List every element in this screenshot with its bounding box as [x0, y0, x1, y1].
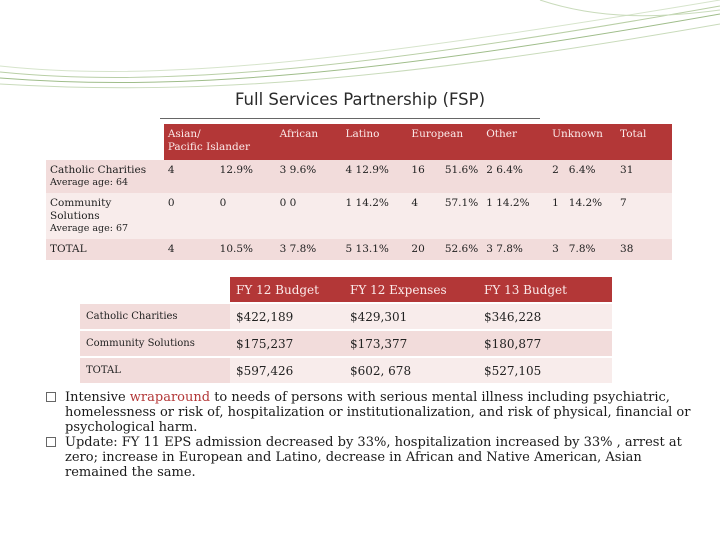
decorative-swoosh: [0, 0, 720, 90]
header-latino: Latino: [342, 124, 408, 160]
cell-african: 3 7.8%: [276, 239, 342, 260]
cell-latino: 5 13.1%: [342, 239, 408, 260]
cell-unknown: [548, 239, 616, 260]
cell-european: [407, 160, 482, 193]
cell-fy13-budget: $346,228: [478, 303, 612, 330]
demographics-header-row: [46, 124, 672, 160]
cell-fy12-expenses: $429,301: [344, 303, 478, 330]
bullet-highlight: wraparound: [129, 390, 211, 405]
cell-asian-count: 0: [164, 193, 216, 239]
header-blank: [46, 124, 164, 160]
bullet-box-icon: [46, 392, 56, 402]
budget-header-row: [80, 277, 612, 303]
cell-fy12-expenses: $602, 678: [344, 357, 478, 383]
title-underline: [160, 118, 540, 119]
header-european: European: [407, 124, 482, 160]
cell-unknown: [548, 160, 616, 193]
row-name: Catholic Charities: [50, 164, 147, 176]
table-row: [80, 330, 612, 357]
bullet-list: [46, 390, 696, 480]
header-other: Other: [482, 124, 548, 160]
cell-asian-count: 4: [164, 239, 216, 260]
table-row: [46, 160, 672, 193]
header-asian: [164, 124, 276, 160]
cell-latino: 1 14.2%: [342, 193, 408, 239]
cell-fy12-budget: $597,426: [230, 357, 344, 383]
cell-african: 3 9.6%: [276, 160, 342, 193]
cell-total: 38: [616, 239, 672, 260]
page-title: Full Services Partnership (FSP): [234, 90, 486, 109]
cell-unknown-pct: 6.4%: [568, 164, 596, 176]
table-row: [80, 357, 612, 383]
row-label: [46, 193, 164, 239]
cell-european-pct: 57.1%: [444, 197, 479, 209]
bullet-box-icon: [46, 437, 56, 447]
budget-row-name: TOTAL: [80, 357, 230, 383]
budget-table: [80, 277, 612, 383]
header-fy12-expenses: FY 12 Expenses: [344, 277, 478, 303]
header-fy12-budget: FY 12 Budget: [230, 277, 344, 303]
header-fy13-budget: FY 13 Budget: [478, 277, 612, 303]
budget-header-blank: [80, 277, 230, 303]
cell-other: 3 7.8%: [482, 239, 548, 260]
cell-asian-pct: 0: [216, 193, 276, 239]
cell-european-count: 20: [411, 243, 425, 256]
cell-asian-pct: 12.9%: [216, 160, 276, 193]
cell-fy12-budget: $175,237: [230, 330, 344, 357]
cell-total: 7: [616, 193, 672, 239]
bullet-text: to needs of persons with serious mental illness including psychiatric, homelessness or risk of, hospitalization or institutionalization, and risk of physical, financial or psychological harm.: [65, 390, 691, 435]
header-unknown: Unknown: [548, 124, 616, 160]
cell-asian-pct: 10.5%: [216, 239, 276, 260]
cell-unknown: [548, 193, 616, 239]
cell-european-count: 16: [411, 164, 425, 176]
cell-fy13-budget: $180,877: [478, 330, 612, 357]
budget-row-name: Catholic Charities: [80, 303, 230, 330]
table-row: [80, 303, 612, 330]
budget-row-name: Community Solutions: [80, 330, 230, 357]
cell-fy13-budget: $527,105: [478, 357, 612, 383]
row-subtitle: Average age: 64: [50, 177, 129, 189]
header-total: Total: [616, 124, 672, 160]
header-african: African: [276, 124, 342, 160]
row-subtitle: Average age: 67: [50, 223, 129, 235]
cell-african: 0 0: [276, 193, 342, 239]
cell-other: 2 6.4%: [482, 160, 548, 193]
cell-european: [407, 239, 482, 260]
cell-fy12-expenses: $173,377: [344, 330, 478, 357]
cell-unknown-pct: 7.8%: [568, 243, 596, 256]
cell-unknown-pct: 14.2%: [568, 197, 603, 209]
row-label: [46, 239, 164, 260]
row-name: TOTAL: [50, 243, 87, 256]
cell-latino: 4 12.9%: [342, 160, 408, 193]
cell-unknown-count: 3: [552, 243, 559, 256]
bullet-item: [46, 390, 696, 435]
table-row: [46, 193, 672, 239]
bullet-text: Intensive: [65, 390, 130, 405]
cell-european-pct: 52.6%: [444, 243, 479, 256]
cell-other: 1 14.2%: [482, 193, 548, 239]
cell-asian-count: 4: [164, 160, 216, 193]
cell-unknown-count: 1: [552, 197, 559, 209]
cell-european-pct: 51.6%: [444, 164, 479, 176]
row-name: Community Solutions: [50, 197, 112, 223]
cell-fy12-budget: $422,189: [230, 303, 344, 330]
demographics-table: [46, 124, 672, 260]
bullet-item: [46, 435, 696, 480]
cell-total: 31: [616, 160, 672, 193]
cell-european-count: 4: [411, 197, 419, 209]
header-asian-text: Asian/ Pacific Islander: [167, 128, 250, 154]
cell-european: [407, 193, 482, 239]
bullet-text: Update: FY 11 EPS admission decreased by 33%, hospitalization increased by 33% , arrest at zero; increase in European and Latino, decrease in African and Native American, Asian remained the same.: [65, 435, 682, 480]
cell-unknown-count: 2: [552, 164, 559, 176]
table-row: [46, 239, 672, 260]
row-label: [46, 160, 164, 193]
